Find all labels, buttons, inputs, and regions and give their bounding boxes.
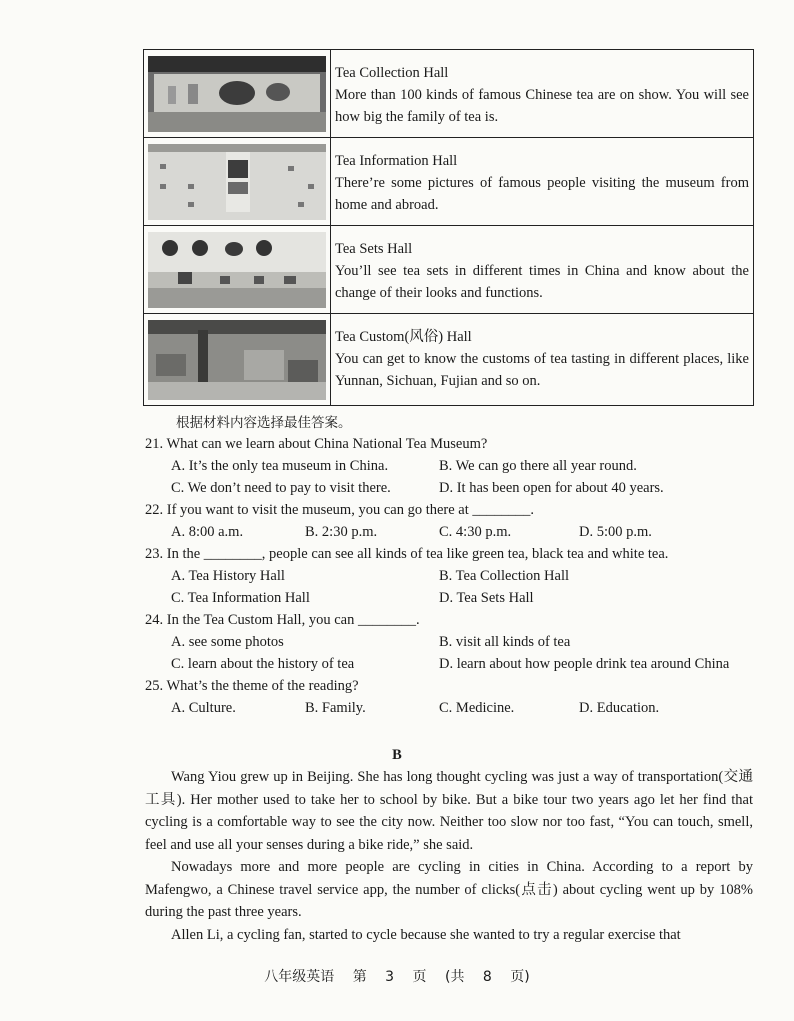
option-row: [145, 455, 765, 477]
question-stem: 24. In the Tea Custom Hall, you can ________.: [145, 612, 420, 628]
option-row: [145, 521, 765, 543]
answer-option[interactable]: C. We don’t need to pay to visit there.: [171, 480, 391, 496]
question-stem: 21. What can we learn about China National Tea Museum?: [145, 436, 488, 452]
hall-row: [144, 314, 753, 405]
answer-option[interactable]: A. Culture.: [171, 700, 236, 716]
section-instructions: 根据材料内容选择最佳答案。: [176, 415, 352, 431]
footer-subject: 八年级英语: [264, 969, 335, 985]
answer-option[interactable]: B. visit all kinds of tea: [439, 634, 571, 650]
option-row: [145, 697, 765, 719]
tea-collection-photo: [144, 50, 331, 137]
answer-option[interactable]: B. 2:30 p.m.: [305, 524, 378, 540]
passage-paragraph: Wang Yiou grew up in Beijing. She has long thought cycling was just a way of transportation(交通工具). Her mother used to take her to school by bike. But a bike tour two years ago let her find that cycling is a comfortable way to see the city now. Neither too slow nor too fast, “You can touch, smell, feel and use all your senses during a bike ride,” she said.: [145, 769, 753, 853]
question-stem: 22. If you want to visit the museum, you can go there at ________.: [145, 502, 535, 518]
answer-option[interactable]: A. see some photos: [171, 634, 284, 650]
question-stem: 25. What’s the theme of the reading?: [145, 678, 359, 694]
answer-option[interactable]: C. Medicine.: [439, 700, 515, 716]
hall-name: Tea Information Hall: [335, 153, 458, 169]
footer-page-number: 第 3 页: [352, 969, 427, 985]
answer-option[interactable]: A. It’s the only tea museum in China.: [171, 458, 389, 474]
hall-row: [144, 138, 753, 226]
hall-description: More than 100 kinds of famous Chinese tea are on show. You will see how big the family of tea is.: [335, 87, 749, 125]
hall-description: You’ll see tea sets in different times in China and know about the change of their looks and functions.: [335, 263, 749, 301]
tea-sets-photo: [144, 226, 331, 313]
passage-b: [145, 766, 753, 946]
museum-halls-table: [143, 49, 754, 406]
hall-name: Tea Collection Hall: [335, 65, 449, 81]
option-row: [145, 653, 765, 675]
answer-option[interactable]: A. 8:00 a.m.: [171, 524, 244, 540]
question-list: [145, 433, 765, 719]
answer-option[interactable]: B. We can go there all year round.: [439, 458, 637, 474]
passage-paragraph: Nowadays more and more people are cycling in cities in China. According to a report by Mafengwo, a Chinese travel service app, the number of clicks(点击) about cycling went up by 108% during the past three years.: [145, 859, 753, 920]
hall-description: You can get to know the customs of tea tasting in different places, like Yunnan, Sichuan, Fujian and so on.: [335, 351, 749, 389]
answer-option[interactable]: C. Tea Information Hall: [171, 590, 310, 606]
page-footer: [0, 966, 794, 988]
answer-option[interactable]: C. learn about the history of tea: [171, 656, 355, 672]
answer-option[interactable]: B. Tea Collection Hall: [439, 568, 569, 584]
option-row: [145, 631, 765, 653]
option-row: [145, 565, 765, 587]
tea-information-photo: [144, 138, 331, 225]
answer-option[interactable]: C. 4:30 p.m.: [439, 524, 512, 540]
answer-option[interactable]: D. Tea Sets Hall: [439, 590, 534, 606]
option-row: [145, 477, 765, 499]
section-b-title: B: [392, 747, 402, 763]
passage-paragraph: Allen Li, a cycling fan, started to cycle because she wanted to try a regular exercise that: [171, 926, 681, 943]
answer-option[interactable]: D. Education.: [579, 700, 660, 716]
answer-option[interactable]: D. learn about how people drink tea around China: [439, 656, 730, 672]
answer-option[interactable]: A. Tea History Hall: [171, 568, 285, 584]
hall-name: Tea Custom(风俗) Hall: [335, 329, 472, 345]
hall-row: [144, 226, 753, 314]
option-row: [145, 587, 765, 609]
answer-option[interactable]: D. 5:00 p.m.: [579, 524, 652, 540]
answer-option[interactable]: B. Family.: [305, 700, 366, 716]
question-stem: 23. In the ________, people can see all kinds of tea like green tea, black tea and white tea.: [145, 546, 669, 562]
tea-custom-photo: [144, 314, 331, 405]
hall-description: There’re some pictures of famous people visiting the museum from home and abroad.: [335, 175, 749, 213]
answer-option[interactable]: D. It has been open for about 40 years.: [439, 480, 664, 496]
footer-total-pages: (共 8 页): [444, 969, 530, 985]
hall-row: [144, 50, 753, 138]
hall-name: Tea Sets Hall: [335, 241, 413, 257]
